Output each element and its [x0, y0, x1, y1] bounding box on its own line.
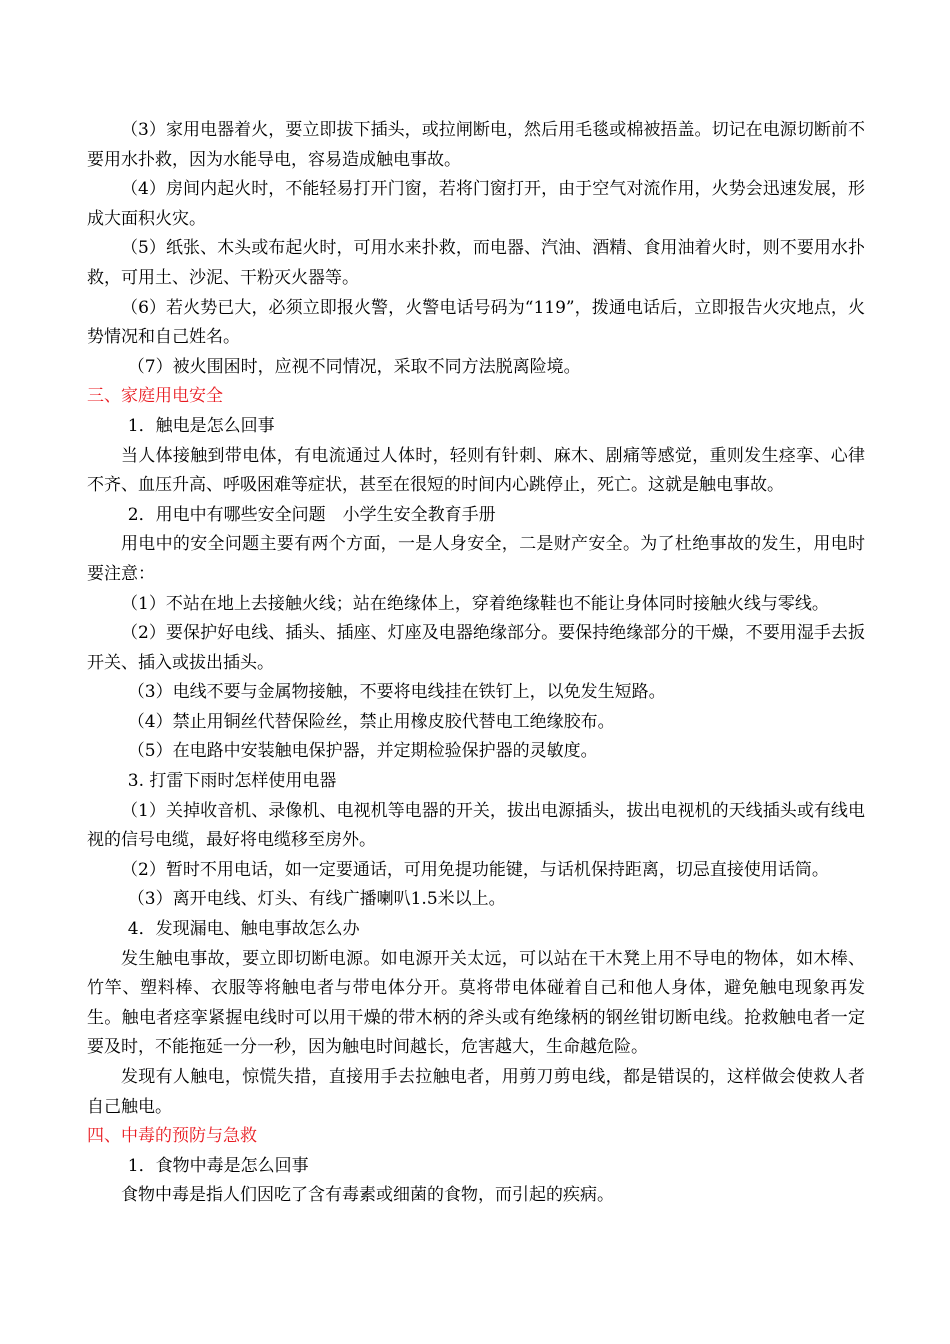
paragraph-electric-rule-2: （2）要保护好电线、插头、插座、灯座及电器绝缘部分。要保持绝缘部分的干燥，不要用湿手去扳开关、插入或拔出插头。 — [87, 623, 865, 673]
section-heading-electric-safety: 三、家庭用电安全 — [87, 386, 223, 407]
paragraph-fire-5: （5）纸张、木头或布起火时，可用水来扑救，而电器、汽油、酒精、食用油着火时，则不要用水扑救，可用土、沙泥、干粉灭火器等。 — [87, 238, 865, 288]
paragraph-thunder-3: （3）离开电线、灯头、有线广播喇叭1.5米以上。 — [127, 889, 506, 910]
subheading-electric-4: 4．发现漏电、触电事故怎么办 — [127, 919, 360, 940]
paragraph-electric-rule-5: （5）在电路中安装触电保护器，并定期检验保护器的灵敏度。 — [127, 741, 598, 762]
paragraph-electric-rule-4: （4）禁止用铜丝代替保险丝，禁止用橡皮胶代替电工绝缘胶布。 — [127, 711, 615, 732]
subheading-poisoning-1: 1．食物中毒是怎么回事 — [127, 1155, 309, 1176]
subheading-electric-1: 1．触电是怎么回事 — [127, 415, 275, 436]
subheading-electric-3: 3. 打雷下雨时怎样使用电器 — [127, 771, 337, 792]
paragraph-fire-3: （3）家用电器着火，要立即拔下插头，或拉闸断电，然后用毛毯或棉被捂盖。切记在电源切断前不要用水扑救，因为水能导电，容易造成触电事故。 — [87, 120, 865, 170]
paragraph-electric-shock: 当人体接触到带电体，有电流通过人体时，轻则有针刺、麻木、剧痛等感觉，重则发生痉挛、心律不齐、血压升高、呼吸困难等症状，甚至在很短的时间内心跳停止，死亡。这就是触电事故。 — [87, 445, 865, 496]
paragraph-electric-intro: 用电中的安全问题主要有两个方面，一是人身安全，二是财产安全。为了杜绝事故的发生，用电时要注意： — [87, 534, 865, 584]
section-heading-poisoning: 四、中毒的预防与急救 — [87, 1126, 257, 1147]
subheading-electric-2: 2．用电中有哪些安全问题 小学生安全教育手册 — [127, 504, 496, 525]
paragraph-thunder-2: （2）暂时不用电话，如一定要通话，可用免提功能键，与话机保持距离，切忌直接使用话筒。 — [121, 859, 829, 880]
paragraph-shock-response: 发生触电事故，要立即切断电源。如电源开关太远，可以站在干木凳上用不导电的物体，如木棒、竹竿、塑料棒、衣服等将触电者与带电体分开。莫将带电体碰着自己和他人身体，避免触电现象再发生。触电者痉挛紧握电线时可以用干燥的带木柄的斧头或有绝缘柄的钢丝钳切断电线。抢救触电者一定要及时，不能拖延一分一秒，因为触电时间越长，危害越大，生命越危险。 — [87, 948, 865, 1058]
paragraph-fire-6: （6）若火势已大，必须立即报火警，火警电话号码为“119”，拨通电话后，立即报告火灾地点，火势情况和自己姓名。 — [87, 297, 865, 348]
paragraph-fire-4: （4）房间内起火时，不能轻易打开门窗，若将门窗打开，由于空气对流作用，火势会迅速发展，形成大面积火灾。 — [87, 179, 865, 229]
paragraph-thunder-1: （1）关掉收音机、录像机、电视机等电器的开关，拔出电源插头，拔出电视机的天线插头或有线电视的信号电缆，最好将电缆移至房外。 — [87, 800, 865, 851]
paragraph-food-poisoning: 食物中毒是指人们因吃了含有毒素或细菌的食物，而引起的疾病。 — [121, 1185, 614, 1206]
paragraph-electric-rule-1: （1）不站在地上去接触火线；站在绝缘体上，穿着绝缘鞋也不能让身体同时接触火线与零线。 — [121, 593, 829, 614]
paragraph-fire-7: （7）被火围困时，应视不同情况，采取不同方法脱离险境。 — [127, 356, 581, 377]
paragraph-electric-rule-3: （3）电线不要与金属物接触，不要将电线挂在铁钉上，以免发生短路。 — [127, 682, 666, 703]
document-page — [87, 116, 865, 1211]
paragraph-shock-mistakes: 发现有人触电，惊慌失措，直接用手去拉触电者，用剪刀剪电线，都是错误的，这样做会使救人者自己触电。 — [87, 1067, 865, 1117]
